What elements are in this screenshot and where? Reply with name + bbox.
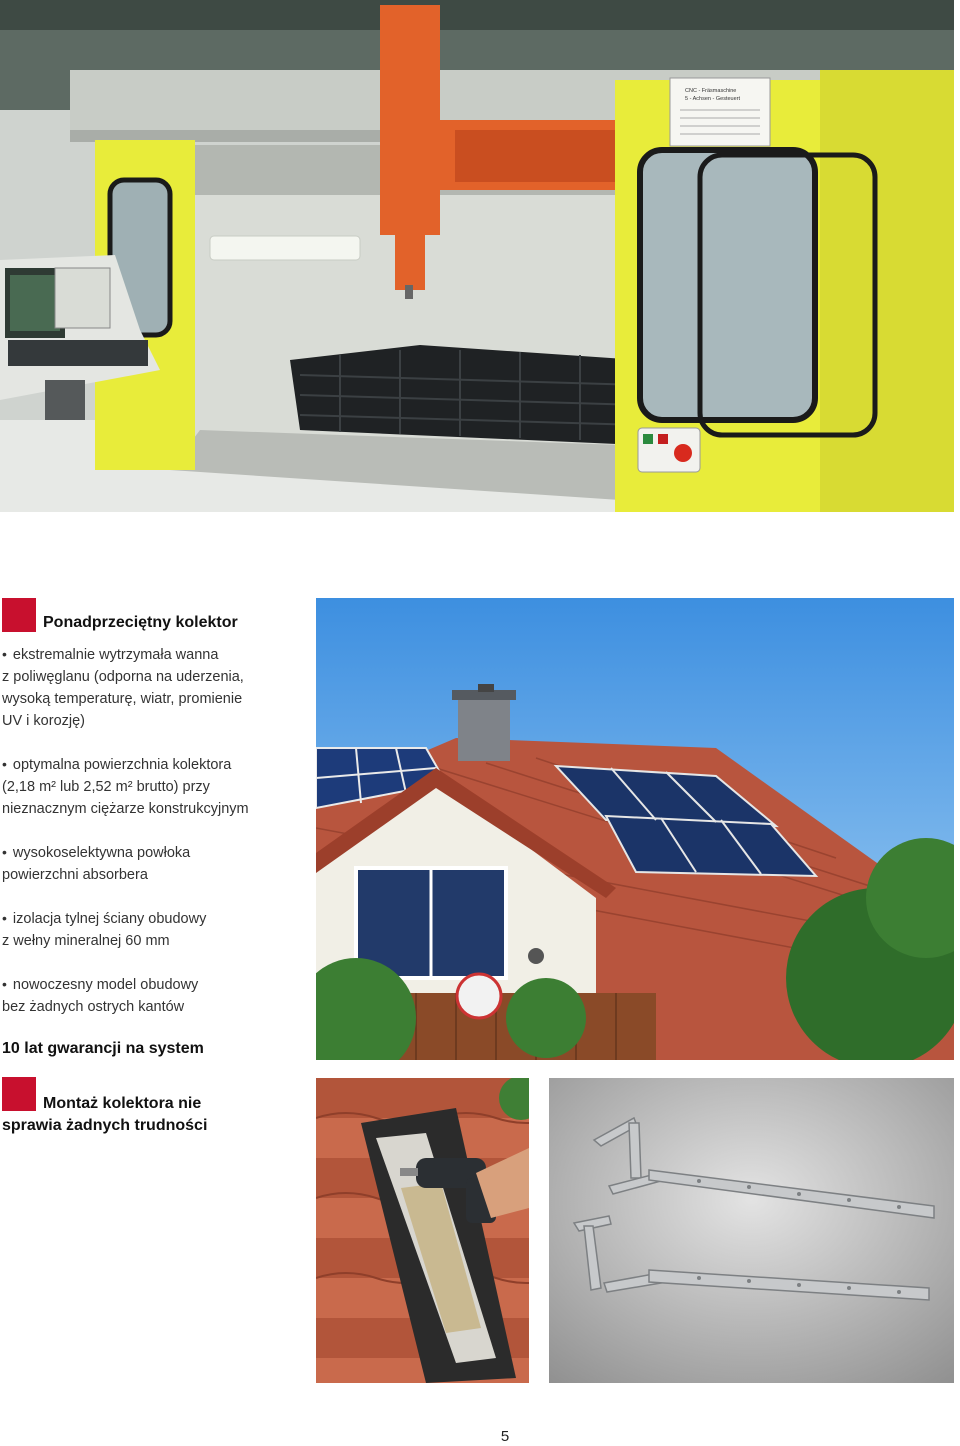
bullet-line: • ekstremalnie wytrzymała wanna [2,646,219,663]
brackets-illustration [549,1078,954,1383]
bullet-line: UV i korozję) [2,713,85,729]
cnc-label-title: CNC - Fräsmaschine [685,88,737,94]
roof-hooks-photo [549,1078,954,1383]
installation-illustration [316,1078,529,1383]
house-solar-roof-photo [316,598,954,1060]
bullet-list-item [2,753,302,820]
bullet-line: • izolacja tylnej ściany obudowy [2,910,207,927]
bullet-line: z poliwęglanu (odporna na uderzenia, [2,669,244,685]
bullet-list-item [2,643,302,732]
bullet-line: (2,18 m² lub 2,52 m² brutto) przy [2,779,210,795]
cnc-machine-photo [0,0,954,512]
section2-heading-line1: Montaż kolektora nie [43,1095,202,1112]
bullet-line: wysoką temperaturę, wiatr, promienie [2,691,243,707]
section1-heading: Ponadprzeciętny kolektor [43,614,238,631]
bullet-line: powierzchni absorbera [2,867,148,883]
roof-installation-photo [316,1078,529,1383]
section2-red-marker [2,1077,36,1111]
bullet-icon: • [2,976,7,992]
bullet-line: • nowoczesny model obudowy [2,976,199,993]
cnc-label-subtitle: 5 - Achsen - Gesteuert [685,96,741,102]
bullet-list-item [2,907,302,952]
bullet-line: bez żadnych ostrych kantów [2,999,185,1015]
section2-heading-line2: sprawia żadnych trudności [2,1117,208,1134]
bullet-line: • optymalna powierzchnia kolektora [2,756,232,773]
bullet-icon: • [2,646,7,662]
warranty-text: 10 lat gwarancji na system [2,1040,204,1057]
bullet-list-item [2,973,302,1018]
house-illustration [316,598,954,1060]
bullet-line: • wysokoselektywna powłoka [2,844,191,861]
bullet-line: nieznacznym ciężarze konstrukcyjnym [2,801,249,817]
cnc-machine-illustration [0,0,954,512]
section1-red-marker [2,598,36,632]
bullet-icon: • [2,756,7,772]
page-number: 5 [500,1428,510,1445]
bullet-icon: • [2,844,7,860]
bullet-line: z wełny mineralnej 60 mm [2,933,170,949]
bullet-list-item [2,841,302,886]
bullet-icon: • [2,910,7,926]
